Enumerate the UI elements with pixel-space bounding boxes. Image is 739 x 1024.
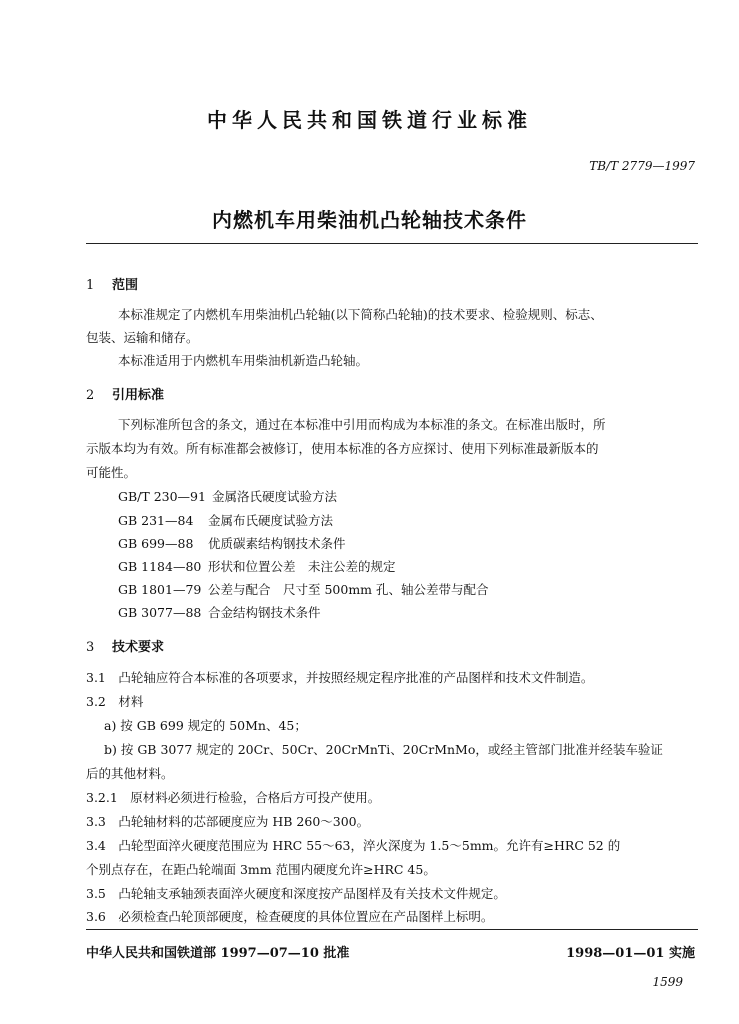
document-title: 内燃机车用柴油机凸轮轴技术条件 xyxy=(212,208,527,232)
section-1-paragraph-2: 本标准适用于内燃机车用柴油机新造凸轮轴。 xyxy=(118,353,369,368)
reference-name: 形状和位置公差 未注公差的规定 xyxy=(208,559,396,574)
reference-code: GB/T 230—91 xyxy=(118,489,206,504)
clause-3-4-line-2: 个别点存在，在距凸轮端面 3mm 范围内硬度允许≥HRC 45。 xyxy=(86,862,436,877)
reference-item xyxy=(118,603,321,621)
clause-3-2-b-line-1: b) 按 GB 3077 规定的 20Cr、50Cr、20CrMnTi、20CrMnMo，或经主管部门批准并经装车验证 xyxy=(104,742,663,757)
clause-3-3: 3.3 凸轮轴材料的芯部硬度应为 HB 260～300。 xyxy=(86,814,370,829)
reference-item xyxy=(118,557,396,575)
section-2-title: 引用标准 xyxy=(112,388,165,403)
reference-name: 金属洛氏硬度试验方法 xyxy=(211,489,337,504)
clause-3-2-b-line-2: 后的其他材料。 xyxy=(86,766,174,781)
footer-divider xyxy=(86,929,698,930)
section-2-paragraph-line-1: 下列标准所包含的条文，通过在本标准中引用而构成为本标准的条文。在标准出版时，所 xyxy=(118,417,606,432)
section-1-heading xyxy=(86,274,138,293)
reference-name: 公差与配合 尺寸至 500mm 孔、轴公差带与配合 xyxy=(208,582,489,597)
reference-name: 优质碳素结构钢技术条件 xyxy=(208,536,346,551)
clause-3-4-line-1: 3.4 凸轮型面淬火硬度范围应为 HRC 55～63，淬火深度为 1.5～5mm。允许有≥HRC 52 的 xyxy=(86,838,621,853)
section-3-title: 技术要求 xyxy=(112,640,165,655)
reference-name: 合金结构钢技术条件 xyxy=(208,605,321,620)
standard-code: TB/T 2779—1997 xyxy=(589,159,695,173)
reference-code: GB 3077—88 xyxy=(118,605,202,620)
section-1-paragraph-1-line-2: 包装、运输和储存。 xyxy=(86,330,199,345)
page-number: 1599 xyxy=(652,975,683,989)
reference-item xyxy=(118,511,333,529)
section-1-number: 1 xyxy=(86,278,95,293)
section-3-heading xyxy=(86,636,164,655)
clause-3-1: 3.1 凸轮轴应符合本标准的各项要求，并按照经规定程序批准的产品图样和技术文件制造。 xyxy=(86,670,594,685)
clause-3-5: 3.5 凸轮轴支承轴颈表面淬火硬度和深度按产品图样及有关技术文件规定。 xyxy=(86,886,506,901)
clause-3-2-a: a) 按 GB 699 规定的 50Mn、45； xyxy=(104,718,307,733)
title-divider xyxy=(86,243,698,244)
section-2-heading xyxy=(86,384,164,403)
clause-3-2-1: 3.2.1 原材料必须进行检验，合格后方可投产使用。 xyxy=(86,790,381,805)
reference-code: GB 1801—79 xyxy=(118,582,202,597)
reference-code: GB 699—88 xyxy=(118,536,194,551)
section-1-paragraph-1-line-1: 本标准规定了内燃机车用柴油机凸轮轴(以下简称凸轮轴)的技术要求、检验规则、标志、 xyxy=(118,307,603,322)
standard-organization: 中华人民共和国铁道行业标准 xyxy=(207,108,532,132)
approval-statement: 中华人民共和国铁道部 1997—07—10 批准 xyxy=(86,946,350,961)
clause-3-2: 3.2 材料 xyxy=(86,694,144,709)
section-2-number: 2 xyxy=(86,388,95,403)
reference-code: GB 1184—80 xyxy=(118,559,202,574)
implementation-date: 1998—01—01 实施 xyxy=(566,946,695,961)
clause-3-6: 3.6 必须检查凸轮顶部硬度，检查硬度的具体位置应在产品图样上标明。 xyxy=(86,909,494,924)
section-3-number: 3 xyxy=(86,640,95,655)
reference-code: GB 231—84 xyxy=(118,513,194,528)
reference-item xyxy=(118,534,346,552)
reference-name: 金属布氏硬度试验方法 xyxy=(208,513,334,528)
reference-item xyxy=(118,580,489,598)
section-2-paragraph-line-2: 示版本均为有效。所有标准都会被修订，使用本标准的各方应探讨、使用下列标准最新版本的 xyxy=(86,441,599,456)
section-1-title: 范围 xyxy=(112,278,139,293)
section-2-paragraph-line-3: 可能性。 xyxy=(86,465,137,480)
reference-item xyxy=(118,487,337,505)
